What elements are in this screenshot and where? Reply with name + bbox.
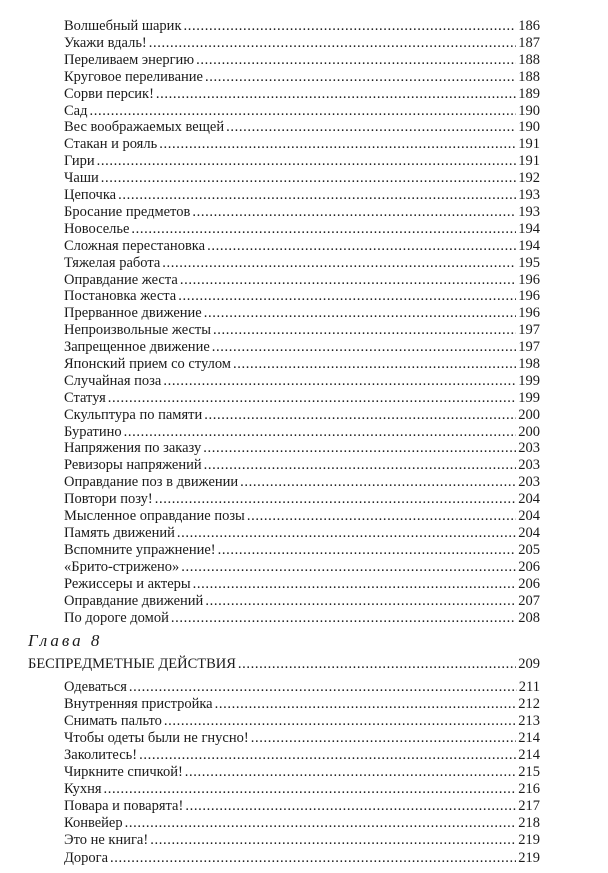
toc-entry-page: 216 [518, 781, 540, 797]
toc-entry-page: 193 [518, 204, 540, 220]
toc-entry-title: Статуя [64, 390, 106, 406]
toc-entry [64, 169, 540, 187]
toc-entry-page: 197 [518, 339, 540, 355]
dot-leader [110, 849, 516, 867]
toc-entry-title: Заколитесь! [64, 747, 138, 763]
dot-leader [171, 609, 516, 627]
toc-entry-page: 195 [518, 255, 540, 271]
toc-entry-title: Японский прием со стулом [64, 356, 231, 372]
dot-leader [178, 287, 516, 305]
toc-entry-title: Конвейер [64, 815, 123, 831]
toc-entry-title: Скульптура по памяти [64, 407, 203, 423]
dot-leader [204, 304, 517, 322]
toc-entry-page: 207 [518, 593, 540, 609]
chapter-heading-page: 209 [518, 656, 540, 672]
dot-leader [205, 68, 516, 86]
dot-leader [240, 473, 516, 491]
toc-entry-page: 215 [518, 764, 540, 780]
dot-leader [164, 712, 516, 730]
toc-entry [64, 203, 540, 221]
toc-entry-title: Напряжения по заказу [64, 440, 202, 456]
chapter-heading-row [28, 655, 540, 673]
dot-leader [193, 575, 517, 593]
toc-entry [64, 68, 540, 86]
toc-entry-page: 206 [518, 576, 540, 592]
dot-leader [192, 203, 516, 221]
toc-entry-title: По дороге домой [64, 610, 169, 626]
toc-entry-title: Одеваться [64, 679, 127, 695]
dot-leader [218, 541, 517, 559]
toc-entry-title: Цепочка [64, 187, 117, 203]
toc-entry-title: Круговое переливание [64, 69, 203, 85]
dot-leader [212, 338, 516, 356]
toc-entry-page: 196 [518, 288, 540, 304]
toc-entry-page: 191 [518, 136, 540, 152]
toc-entry-title: Сорви персик! [64, 86, 154, 102]
toc-entry-page: 197 [518, 322, 540, 338]
toc-entry [64, 746, 540, 764]
dot-leader [101, 169, 516, 187]
toc-entry-title: Чиркните спичкой! [64, 764, 183, 780]
dot-leader [97, 152, 517, 170]
toc-entry-page: 193 [518, 187, 540, 203]
toc-entry-title: Бросание предметов [64, 204, 191, 220]
dot-leader [184, 17, 517, 35]
toc-entry-page: 211 [518, 679, 540, 695]
toc-entry-title: Память движений [64, 525, 175, 541]
toc-entry-page: 196 [518, 305, 540, 321]
toc-entry-page: 196 [518, 272, 540, 288]
toc-entry-page: 200 [518, 407, 540, 423]
toc-entry-page: 203 [518, 474, 540, 490]
toc-entry-title: Вес воображаемых вещей [64, 119, 225, 135]
toc-entry [64, 338, 540, 356]
toc-entry-page: 214 [518, 730, 540, 746]
dot-leader [226, 118, 516, 136]
toc-entry [64, 17, 540, 35]
toc-entry [64, 592, 540, 610]
toc-entry-page: 191 [518, 153, 540, 169]
dot-leader [150, 831, 516, 849]
toc-entry [64, 372, 540, 390]
toc-entry-title: Снимать пальто [64, 713, 162, 729]
toc-entry-page: 186 [518, 18, 540, 34]
dot-leader [156, 85, 516, 103]
toc-entry-title: Запрещенное движение [64, 339, 210, 355]
toc-entry-page: 214 [518, 747, 540, 763]
toc-entry [64, 473, 540, 491]
toc-entry-page: 218 [518, 815, 540, 831]
dot-leader [118, 186, 516, 204]
toc-entry [64, 456, 540, 474]
toc-entry [64, 558, 540, 576]
toc-entry-title: Сад [64, 103, 88, 119]
toc-entry-page: 212 [518, 696, 540, 712]
toc-entry-title: Случайная поза [64, 373, 162, 389]
toc-entry [64, 237, 540, 255]
dot-leader [159, 135, 516, 153]
toc-entry-page: 204 [518, 525, 540, 541]
toc-entry-page: 206 [518, 559, 540, 575]
toc-entry [64, 118, 540, 136]
toc-entry [64, 490, 540, 508]
dot-leader [149, 34, 516, 52]
toc-entry [64, 135, 540, 153]
toc-entry-title: Режиссеры и актеры [64, 576, 191, 592]
toc-entry-page: 205 [518, 542, 540, 558]
toc-entry-page: 190 [518, 103, 540, 119]
toc-entry [64, 85, 540, 103]
toc-entry [64, 780, 540, 798]
toc-entry [64, 389, 540, 407]
toc-entry-title: Повтори позу! [64, 491, 153, 507]
toc-entry [64, 355, 540, 373]
dot-leader [213, 321, 516, 339]
toc-entry-title: Сложная перестановка [64, 238, 206, 254]
toc-entry-page: 194 [518, 238, 540, 254]
toc-entry-title: Оправдание жеста [64, 272, 178, 288]
toc-entry [64, 729, 540, 747]
dot-leader [129, 678, 517, 696]
dot-leader [205, 592, 516, 610]
toc-entry [64, 831, 540, 849]
toc-entry-page: 208 [518, 610, 540, 626]
toc-entry-title: Чтобы одеты были не гнусно! [64, 730, 249, 746]
toc-entry-title: Повара и поварята! [64, 798, 184, 814]
dot-leader [108, 389, 516, 407]
toc-entry-page: 203 [518, 440, 540, 456]
toc-entry [64, 321, 540, 339]
dot-leader [125, 814, 517, 832]
toc-entry [64, 609, 540, 627]
dot-leader [215, 695, 517, 713]
dot-leader [185, 763, 516, 781]
toc-entry-title: Прерванное движение [64, 305, 202, 321]
dot-leader [163, 372, 516, 390]
chapter-heading: БЕСПРЕДМЕТНЫЕ ДЕЙСТВИЯ [28, 656, 236, 672]
toc-entry [64, 34, 540, 52]
dot-leader [204, 406, 516, 424]
dot-leader [247, 507, 516, 525]
toc-entry [64, 254, 540, 272]
dot-leader [181, 558, 516, 576]
dot-leader [185, 797, 516, 815]
toc-entry-title: Постановка жеста [64, 288, 177, 304]
toc-entry [64, 406, 540, 424]
dot-leader [162, 254, 516, 272]
toc-entry-page: 204 [518, 491, 540, 507]
dot-leader [155, 490, 517, 508]
dot-leader [104, 780, 517, 798]
toc-entry-page: 198 [518, 356, 540, 372]
toc-entry-title: Вспомните упражнение! [64, 542, 216, 558]
toc-entry-title: Переливаем энергию [64, 52, 195, 68]
toc-entry-page: 188 [518, 52, 540, 68]
toc-entry [64, 678, 540, 696]
toc-entry [64, 712, 540, 730]
toc-entry-title: Ревизоры напряжений [64, 457, 202, 473]
toc-entry-page: 187 [518, 35, 540, 51]
toc-entry-page: 204 [518, 508, 540, 524]
toc-entry-page: 199 [518, 390, 540, 406]
toc-entry [64, 507, 540, 525]
toc-entry-title: Внутренняя пристройка [64, 696, 213, 712]
toc-entry [64, 797, 540, 815]
dot-leader [131, 220, 516, 238]
toc-entry [64, 814, 540, 832]
dot-leader [207, 237, 516, 255]
toc-entry-page: 189 [518, 86, 540, 102]
toc-entry-page: 192 [518, 170, 540, 186]
chapter-label: Глава 8 [28, 631, 103, 650]
toc-entry [64, 152, 540, 170]
toc-entry-title: Буратино [64, 424, 122, 440]
toc-entry-title: Волшебный шарик [64, 18, 182, 34]
toc-entry-page: 188 [518, 69, 540, 85]
dot-leader [238, 655, 516, 673]
toc-entry-title: Оправдание поз в движении [64, 474, 239, 490]
toc-entry [64, 849, 540, 867]
toc-entry [64, 220, 540, 238]
toc-entry-page: 200 [518, 424, 540, 440]
toc-entry-page: 194 [518, 221, 540, 237]
toc-entry-page: 217 [518, 798, 540, 814]
dot-leader [204, 456, 517, 474]
toc-entry [64, 186, 540, 204]
dot-leader [177, 524, 516, 542]
toc-entry-title: Гири [64, 153, 95, 169]
toc-entry-page: 199 [518, 373, 540, 389]
toc-entry-title: Чаши [64, 170, 99, 186]
toc-entry-page: 213 [518, 713, 540, 729]
toc-entry [64, 304, 540, 322]
toc-entry-title: Кухня [64, 781, 102, 797]
toc-entry [64, 51, 540, 69]
toc-entry-title: Это не книга! [64, 832, 149, 848]
toc-entry [64, 287, 540, 305]
toc-entry [64, 524, 540, 542]
toc-entry-page: 190 [518, 119, 540, 135]
toc-entry-title: Тяжелая работа [64, 255, 161, 271]
toc-entry-title: Новоселье [64, 221, 130, 237]
dot-leader [233, 355, 516, 373]
toc-entry-title: «Брито-стрижено» [64, 559, 180, 575]
toc-entry-page: 219 [518, 832, 540, 848]
toc-entry [64, 541, 540, 559]
toc-entry-title: Непроизвольные жесты [64, 322, 212, 338]
toc-entry [64, 695, 540, 713]
toc-entry-title: Укажи вдаль! [64, 35, 147, 51]
toc-entry [64, 439, 540, 457]
toc-entry-title: Стакан и рояль [64, 136, 158, 152]
toc-entry [64, 763, 540, 781]
toc-entry-page: 219 [518, 850, 540, 866]
dot-leader [203, 439, 516, 457]
dot-leader [251, 729, 517, 747]
toc-entry-title: Дорога [64, 850, 109, 866]
dot-leader [139, 746, 516, 764]
toc-entry-title: Мысленное оправдание позы [64, 508, 245, 524]
toc-entry-page: 203 [518, 457, 540, 473]
toc-entry-title: Оправдание движений [64, 593, 204, 609]
toc-entry [64, 575, 540, 593]
dot-leader [196, 51, 516, 69]
